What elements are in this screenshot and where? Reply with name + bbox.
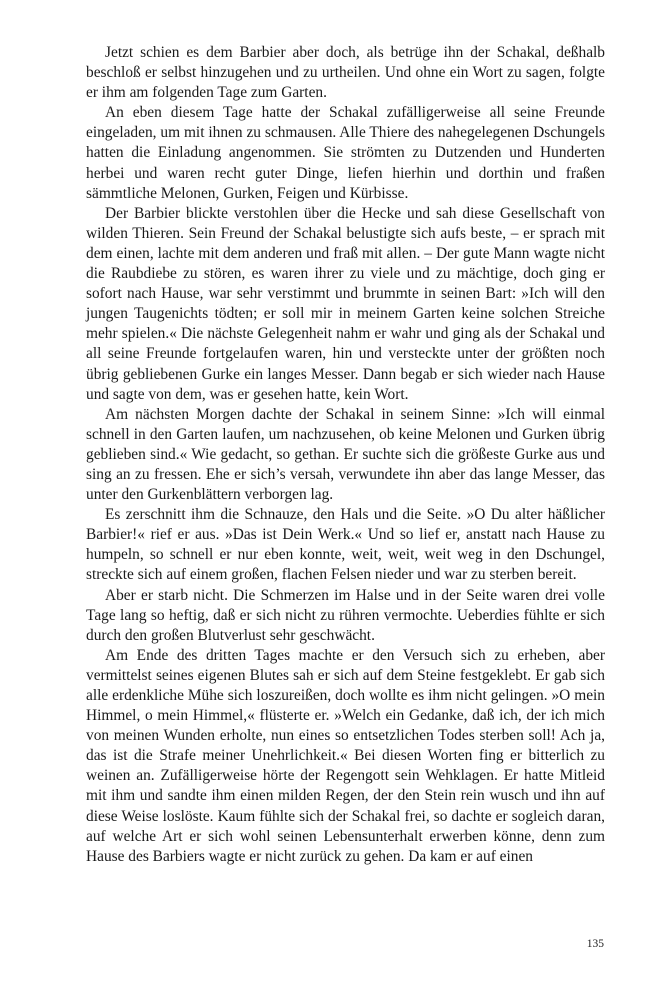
paragraph-7: Am Ende des dritten Tages machte er den Versuch sich zu erheben, aber vermittelst seines eigenen Blutes sah er sich auf dem Steine festgeklebt. Er gab sich alle erdenkliche Mühe sich loszureißen, doch wollte es ihm nicht gelingen. »O mein Himmel, o mein Himmel,« flüsterte er. »Welch ein Gedanke, daß ich, der ich mich von meinen Wunden erholte, nun eines so entsetzlichen Todes sterben soll! Ach ja, das ist die Strafe meiner Unehrlichkeit.« Bei diesen Worten fing er bitterlich zu weinen an. Zufälligerweise hörte der Regengott sein Wehklagen. Er hatte Mitleid mit ihm und sandte ihm einen milden Regen, der den Stein rein wusch und ihn auf diese Weise loslöste. Kaum fühlte sich der Schakal frei, so dachte er sogleich daran, auf welche Art er sich wohl seinen Lebensunterhalt erwerben könne, denn zum Hause des Barbiers wagte er nicht zurück zu gehen. Da kam er auf einen: [86, 646, 605, 865]
page-number: 135: [586, 938, 604, 950]
paragraph-6: Aber er starb nicht. Die Schmerzen im Halse und in der Seite waren drei volle Tage lang so heftig, daß er sich nicht zu rühren vermochte. Ueberdies fühlte er sich durch den großen Blutverlust sehr geschwächt.: [86, 586, 605, 644]
paragraph-2: An eben diesem Tage hatte der Schakal zufälligerweise all seine Freunde eingeladen, um mit ihnen zu schmausen. Alle Thiere des nahegelegenen Dschungels hatten die Einladung angenommen. Sie strömten zu Dutzenden und Hunderten herbei und waren recht guter Dinge, liefen hierhin und dorthin und fraßen sämmtliche Melonen, Gurken, Feigen und Kürbisse.: [86, 104, 605, 202]
paragraph-3: Der Barbier blickte verstohlen über die Hecke und sah diese Gesellschaft von wilden Thieren. Sein Freund der Schakal belustigte sich aufs beste, – er sprach mit dem einen, lachte mit dem anderen und fraß mit allen. – Der gute Mann wagte nicht die Raubdiebe zu stören, es waren ihrer zu viele und zu mächtige, doch ging er sofort nach Hause, war sehr verstimmt und brummte in seinen Bart: »Ich will den jungen Taugenichts tödten; er soll mir in meinem Garten keine solchen Streiche mehr spielen.« Die nächste Gelegenheit nahm er wahr und ging als der Schakal und all seine Freunde fortgelaufen waren, hin und versteckte unter der größten noch übrig gebliebenen Gurke ein langes Messer. Dann begab er sich wieder nach Hause und sagte von dem, was er gesehen hatte, kein Wort.: [86, 204, 605, 403]
paragraph-4: Am nächsten Morgen dachte der Schakal in seinem Sinne: »Ich will einmal schnell in den Garten laufen, um nachzusehen, ob keine Melonen und Gurken übrig geblieben sind.« Wie gedacht, so gethan. Er suchte sich die größeste Gurke aus und sing an zu fressen. Ehe er sich’s versah, verwundete ihn aber das lange Messer, das unter den Gurkenblättern verborgen lag.: [86, 405, 605, 504]
paragraph-1: Jetzt schien es dem Barbier aber doch, als betrüge ihn der Schakal, deßhalb beschloß er selbst hinzugehen und zu urtheilen. Und ohne ein Wort zu sagen, folgte er ihm am folgenden Tage zum Garten.: [86, 44, 605, 102]
paragraph-5: Es zerschnitt ihm die Schnauze, den Hals und die Seite. »O Du alter häßlicher Barbier!« rief er aus. »Das ist Dein Werk.« Und so lief er, anstatt nach Hause zu humpeln, so schnell er nur eben konnte, weit, weit, weit weg in den Dschungel, streckte sich auf einem großen, flachen Felsen nieder und war zu sterben bereit.: [86, 506, 605, 584]
body-text: [86, 43, 605, 867]
